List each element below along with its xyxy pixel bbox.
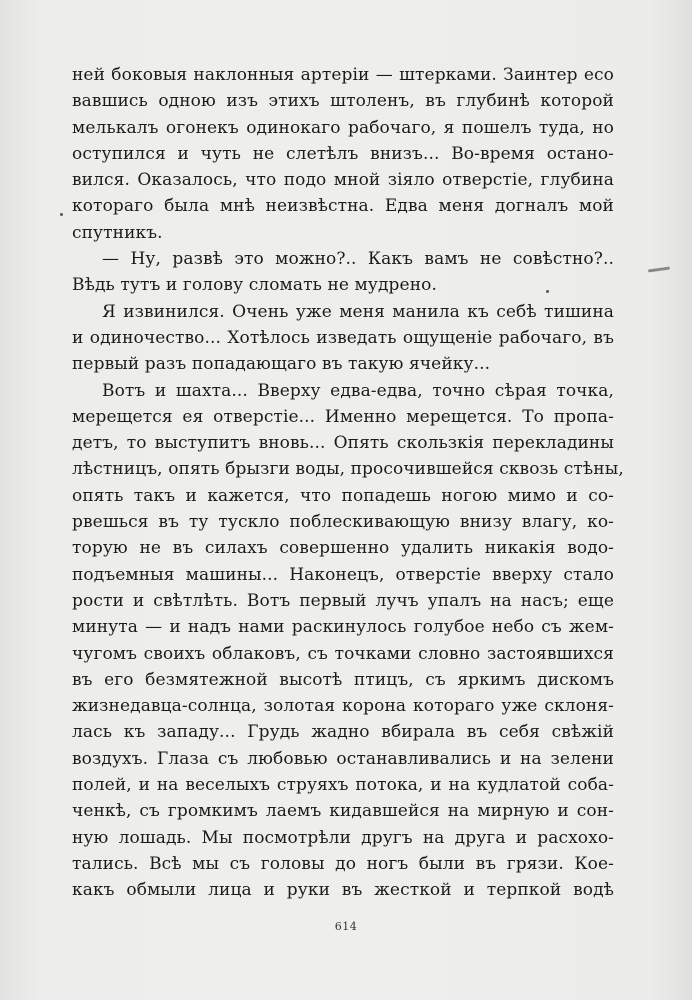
text-line: ней боковыя наклонныя артеріи — штерками. Заинтер есо — [72, 65, 614, 85]
scan-speck — [648, 266, 670, 272]
text-line: чугомъ своихъ облаковъ, съ точками словно застоявшихся — [72, 643, 614, 664]
text-line: минута — и надъ нами раскинулось голубое небо съ жем- — [72, 617, 614, 638]
text-line: ную лошадь. Мы посмотрѣли другъ на друга и расхохо- — [72, 827, 614, 848]
text-line: рости и свѣтлѣть. Вотъ первый лучъ упалъ на насъ; еще — [72, 590, 614, 611]
text-line: вавшись одною изъ этихъ штоленъ, въ глубинѣ которой — [72, 91, 614, 112]
text-line: опять такъ и кажется, что попадешь ногою мимо и со- — [72, 485, 614, 506]
page-text — [72, 62, 624, 904]
text-line: мелькалъ огонекъ одинокаго рабочаго, я пошелъ туда, но — [72, 117, 614, 138]
text-line: жизнедавца-солнца, золотая корона котораго уже склоня- — [72, 696, 614, 717]
text-line: — Ну, развѣ это можно?.. Какъ вамъ не совѣстно?.. — [102, 249, 614, 270]
text-line: подъемныя машины... Наконецъ, отверстіе вверху стало — [72, 564, 614, 585]
text-line: Я извинился. Очень уже меня манила къ себѣ тишина — [102, 301, 614, 322]
scan-speck — [60, 213, 63, 216]
page-number: 614 — [334, 920, 358, 933]
text-line: детъ, то выступитъ вновь... Опять скользкія перекладины — [72, 433, 614, 454]
text-line: лѣстницъ, опять брызги воды, просочившейся сквозь стѣны, — [72, 459, 624, 480]
text-line: Вотъ и шахта... Вверху едва-едва, точно сѣрая точка, — [102, 380, 614, 401]
text-line: спутникъ. — [72, 222, 163, 243]
text-line: лась къ западу... Грудь жадно вбирала въ себя свѣжій — [72, 722, 614, 743]
text-line: тались. Всѣ мы съ головы до ногъ были въ грязи. Кое- — [72, 853, 614, 874]
text-line: котораго была мнѣ неизвѣстна. Едва меня догналъ мой — [72, 196, 614, 217]
text-line: ченкѣ, съ громкимъ лаемъ кидавшейся на мирную и сон- — [72, 801, 614, 822]
text-line: оступился и чуть не слетѣлъ внизъ... Во-время остано- — [72, 143, 614, 164]
text-line: полей, и на веселыхъ струяхъ потока, и на кудлатой соба- — [72, 775, 614, 796]
scan-speck — [546, 290, 549, 293]
text-line: первый разъ попадающаго въ такую ячейку... — [72, 354, 491, 375]
text-line: и одиночество... Хотѣлось изведать ощущеніе рабочаго, въ — [72, 327, 614, 348]
text-line: торую не въ силахъ совершенно удалить никакія водо- — [72, 538, 614, 559]
text-line: воздухъ. Глаза съ любовью останавливались и на зелени — [72, 748, 614, 769]
text-line: какъ обмыли лица и руки въ жесткой и терпкой водѣ — [72, 880, 614, 901]
text-line: вился. Оказалось, что подо мной зіяло отверстіе, глубина — [72, 170, 614, 191]
text-line: въ его безмятежной высотѣ птицъ, съ яркимъ дискомъ — [72, 669, 614, 690]
text-line: Вѣдь тутъ и голову сломать не мудрено. — [72, 275, 437, 296]
text-line: рвешься въ ту тускло поблескивающую внизу влагу, ко- — [72, 512, 614, 533]
text-line: мерещется ея отверстіе... Именно мерещется. То пропа- — [72, 406, 614, 427]
